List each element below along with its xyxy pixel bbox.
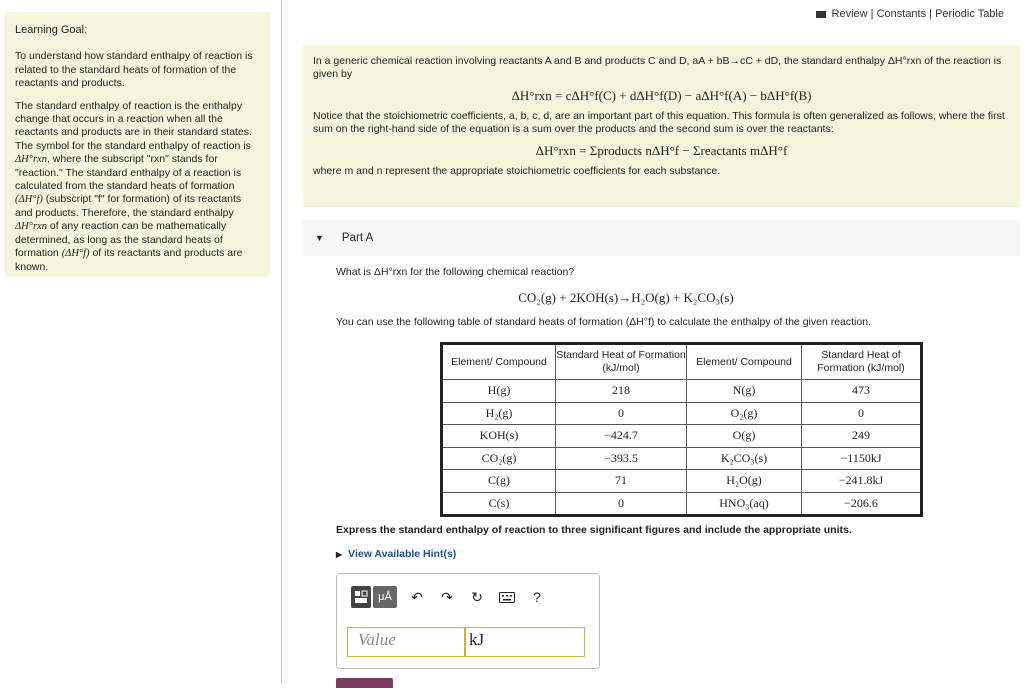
part-a-label: Part A (341, 232, 374, 244)
table-cell: 218 (556, 380, 687, 403)
learning-goal-text-2: The standard enthalpy of reaction is the enthalpy change that occurs in a reaction when all the reactants and products are in their standard states. The symbol for the standard enthalpy of reaction is ΔH°rxn, where the subscript "rxn" stands for "reaction." The standard enthalpy of a reaction is calculated from the standard heats of formation (ΔH°f) (subscript "f" for formation) of its reactants and products. Therefore, the standard enthalpy ΔH°rxn of any reaction can be mathematically determined, as long as the standard heats of formation (ΔH°f) of its reactants and products are known. (15, 99, 252, 273)
table-cell: 249 (802, 425, 922, 448)
column-header: Standard Heat of Formation (kJ/mol) (556, 344, 687, 380)
table-cell: 473 (802, 380, 922, 403)
column-header: Standard Heat of Formation (kJ/mol) (802, 344, 922, 380)
table-cell: H₂O(g) (687, 470, 802, 493)
review-icon (816, 11, 826, 18)
column-header: Element/ Compound (442, 344, 556, 380)
expand-triangle-icon: ▶ (336, 550, 343, 559)
table-cell: −1150kJ (802, 447, 922, 470)
units-icon[interactable]: μÅ (373, 586, 397, 608)
table-row (442, 402, 922, 425)
reset-icon[interactable]: ↻ (471, 588, 483, 605)
unit-input[interactable]: kJ (465, 627, 585, 657)
table-cell: HNO₃(aq) (687, 492, 802, 516)
question-text: What is ΔH°rxn for the following chemical reaction? (336, 266, 575, 278)
equation-1: ΔH°rxn = cΔH°f(C) + dΔH°f(D) − aΔH°f(A) − bΔH°f(B) (511, 88, 812, 103)
table-cell: C(g) (442, 470, 556, 493)
collapse-triangle-icon[interactable]: ▼ (315, 233, 324, 243)
help-icon[interactable]: ? (533, 589, 541, 605)
separator: | (867, 8, 877, 20)
table-cell: CO₂(g) (442, 447, 556, 470)
table-header-row (442, 344, 922, 380)
top-links (816, 8, 1004, 20)
table-cell: −206.6 (802, 492, 922, 516)
table-cell: −393.5 (556, 447, 687, 470)
value-input[interactable]: Value (347, 627, 465, 657)
table-cell: 0 (556, 492, 687, 516)
separator: | (926, 8, 936, 20)
view-hints-link[interactable] (336, 548, 456, 560)
periodic-table-link[interactable]: Periodic Table (935, 8, 1004, 20)
learning-goal-panel (5, 12, 270, 277)
intro-text-3: where m and n represent the appropriate stoichiometric coefficients for each substance. (313, 165, 721, 177)
review-link[interactable]: Review (831, 8, 868, 20)
learning-goal-text-1: To understand how standard enthalpy of reaction is related to the standard heats of formation of the reactants and products. (15, 50, 253, 90)
table-cell: O(g) (687, 425, 802, 448)
table-cell: −424.7 (556, 425, 687, 448)
table-cell: C(s) (442, 492, 556, 516)
intro-text-1: In a generic chemical reaction involving reactants A and B and products C and D, aA + bB→cC + dD, the standard enthalpy ΔH°rxn of the reaction is given by (313, 55, 1002, 80)
answer-instructions: Express the standard enthalpy of reaction to three significant figures and include the appropriate units. (336, 524, 852, 536)
hints-label: View Available Hint(s) (348, 548, 457, 560)
table-note: You can use the following table of standard heats of formation (ΔH°f) to calculate the enthalpy of the given reaction. (336, 316, 871, 328)
intro-panel (303, 45, 1020, 207)
table-row (442, 425, 922, 448)
table-cell: KOH(s) (442, 425, 556, 448)
table-row (442, 470, 922, 493)
submit-button[interactable] (336, 678, 393, 688)
table-cell: 71 (556, 470, 687, 493)
redo-icon[interactable]: ↷ (441, 588, 453, 605)
part-a-header[interactable] (303, 220, 1020, 256)
undo-icon[interactable]: ↶ (411, 588, 423, 605)
answer-box (336, 573, 600, 669)
keyboard-icon[interactable] (497, 586, 517, 608)
learning-goal-title: Learning Goal: (15, 24, 88, 36)
reaction-equation: CO₂(g) + 2KOH(s)→H₂O(g) + K₂CO₃(s) (518, 290, 734, 305)
divider (281, 0, 282, 684)
constants-link[interactable]: Constants (876, 8, 927, 20)
table-row (442, 492, 922, 516)
equation-2: ΔH°rxn = Σproducts nΔH°f − Σreactants mΔH°f (535, 143, 788, 158)
table-cell: H₂(g) (442, 402, 556, 425)
intro-text-2: Notice that the stoichiometric coefficients, a, b, c, d, are an important part of this equation. This formula is often generalized as follows, where the first sum on the right-hand side of the equation is a sum over the products and the second sum is over the reactants: (313, 110, 1005, 135)
templates-icon[interactable] (351, 586, 371, 608)
table-cell: K₂CO₃(s) (687, 447, 802, 470)
table-cell: 0 (802, 402, 922, 425)
table-cell: O₂(g) (687, 402, 802, 425)
table-cell: H(g) (442, 380, 556, 403)
column-header: Element/ Compound (687, 344, 802, 380)
heats-of-formation-table (440, 342, 923, 517)
table-cell: 0 (556, 402, 687, 425)
table-row (442, 380, 922, 403)
answer-toolbar (351, 586, 557, 608)
table-cell: N(g) (687, 380, 802, 403)
table-row (442, 447, 922, 470)
table-cell: −241.8kJ (802, 470, 922, 493)
